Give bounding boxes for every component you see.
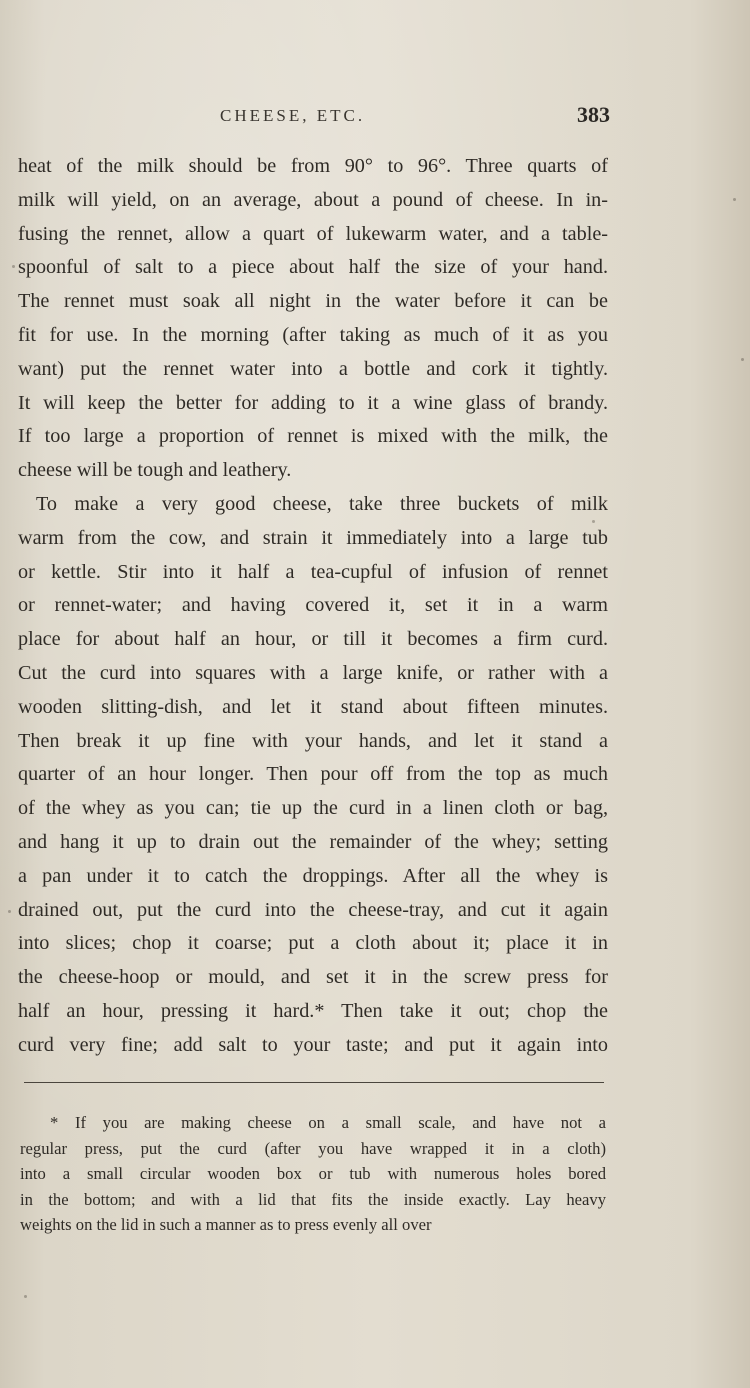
body-line: half an hour, pressing it hard.* Then take it out; chop the bbox=[18, 999, 608, 1022]
page-number: 383 bbox=[577, 102, 610, 127]
footnote bbox=[20, 1110, 606, 1238]
body-line: a pan under it to catch the droppings. After all the whey is bbox=[18, 864, 608, 887]
body-line: milk will yield, on an average, about a pound of cheese. In in- bbox=[18, 188, 608, 211]
body-line: curd very fine; add salt to your taste; and put it again into bbox=[18, 1033, 608, 1056]
body-line: heat of the milk should be from 90° to 96°. Three quarts of bbox=[18, 155, 608, 177]
running-head: CHEESE, ETC. bbox=[220, 106, 366, 125]
footnote-line: into a small circular wooden box or tub with numerous holes bored bbox=[20, 1164, 606, 1183]
body-line: If too large a proportion of rennet is mixed with the milk, the bbox=[18, 425, 608, 448]
footnote-line: * If you are making cheese on a small scale, and have not a bbox=[50, 1113, 606, 1132]
body-line: fit for use. In the morning (after taking as much of it as you bbox=[18, 323, 608, 346]
paper-speck bbox=[12, 265, 15, 268]
body-line: the cheese-hoop or mould, and set it in the screw press for bbox=[18, 966, 608, 989]
body-line: Cut the curd into squares with a large knife, or rather with a bbox=[18, 661, 608, 684]
body-line: wooden slitting-dish, and let it stand about fifteen minutes. bbox=[18, 695, 608, 718]
body-line: quarter of an hour longer. Then pour off from the top as much bbox=[18, 763, 608, 786]
body-line: spoonful of salt to a piece about half the size of your hand. bbox=[18, 256, 608, 279]
footnote-line: regular press, put the curd (after you have wrapped it in a cloth) bbox=[20, 1138, 606, 1158]
body-line: warm from the cow, and strain it immediately into a large tub bbox=[18, 526, 608, 549]
footnote-line: weights on the lid in such a manner as to press evenly all over bbox=[20, 1215, 432, 1234]
body-line: The rennet must soak all night in the water before it can be bbox=[18, 290, 608, 313]
body-line: into slices; chop it coarse; put a cloth about it; place it in bbox=[18, 932, 608, 955]
body-line: or rennet-water; and having covered it, set it in a warm bbox=[18, 594, 608, 617]
paper-speck bbox=[733, 198, 736, 201]
body-text bbox=[18, 150, 608, 1063]
body-line: place for about half an hour, or till it becomes a firm curd. bbox=[18, 628, 608, 651]
body-line: To make a very good cheese, take three buckets of milk bbox=[36, 492, 608, 515]
footnote-line: in the bottom; and with a lid that fits the inside exactly. Lay heavy bbox=[20, 1189, 606, 1209]
body-line: want) put the rennet water into a bottle and cork it tightly. bbox=[18, 357, 608, 380]
body-line: Then break it up fine with your hands, and let it stand a bbox=[18, 729, 608, 752]
paper-speck bbox=[24, 1295, 27, 1298]
body-line: or kettle. Stir into it half a tea-cupful of infusion of rennet bbox=[18, 560, 608, 583]
page-header bbox=[20, 100, 610, 136]
body-line: of the whey as you can; tie up the curd in a linen cloth or bag, bbox=[18, 797, 608, 820]
body-line: It will keep the better for adding to it a wine glass of brandy. bbox=[18, 391, 608, 414]
paper-speck bbox=[592, 520, 595, 523]
paper-speck bbox=[741, 358, 744, 361]
body-line: cheese will be tough and leathery. bbox=[18, 459, 292, 482]
footnote-rule bbox=[24, 1082, 604, 1083]
body-line: fusing the rennet, allow a quart of lukewarm water, and a table- bbox=[18, 222, 608, 245]
paper-speck bbox=[8, 910, 11, 913]
body-line: and hang it up to drain out the remainder of the whey; setting bbox=[18, 830, 608, 853]
body-line: drained out, put the curd into the cheese-tray, and cut it again bbox=[18, 898, 608, 921]
